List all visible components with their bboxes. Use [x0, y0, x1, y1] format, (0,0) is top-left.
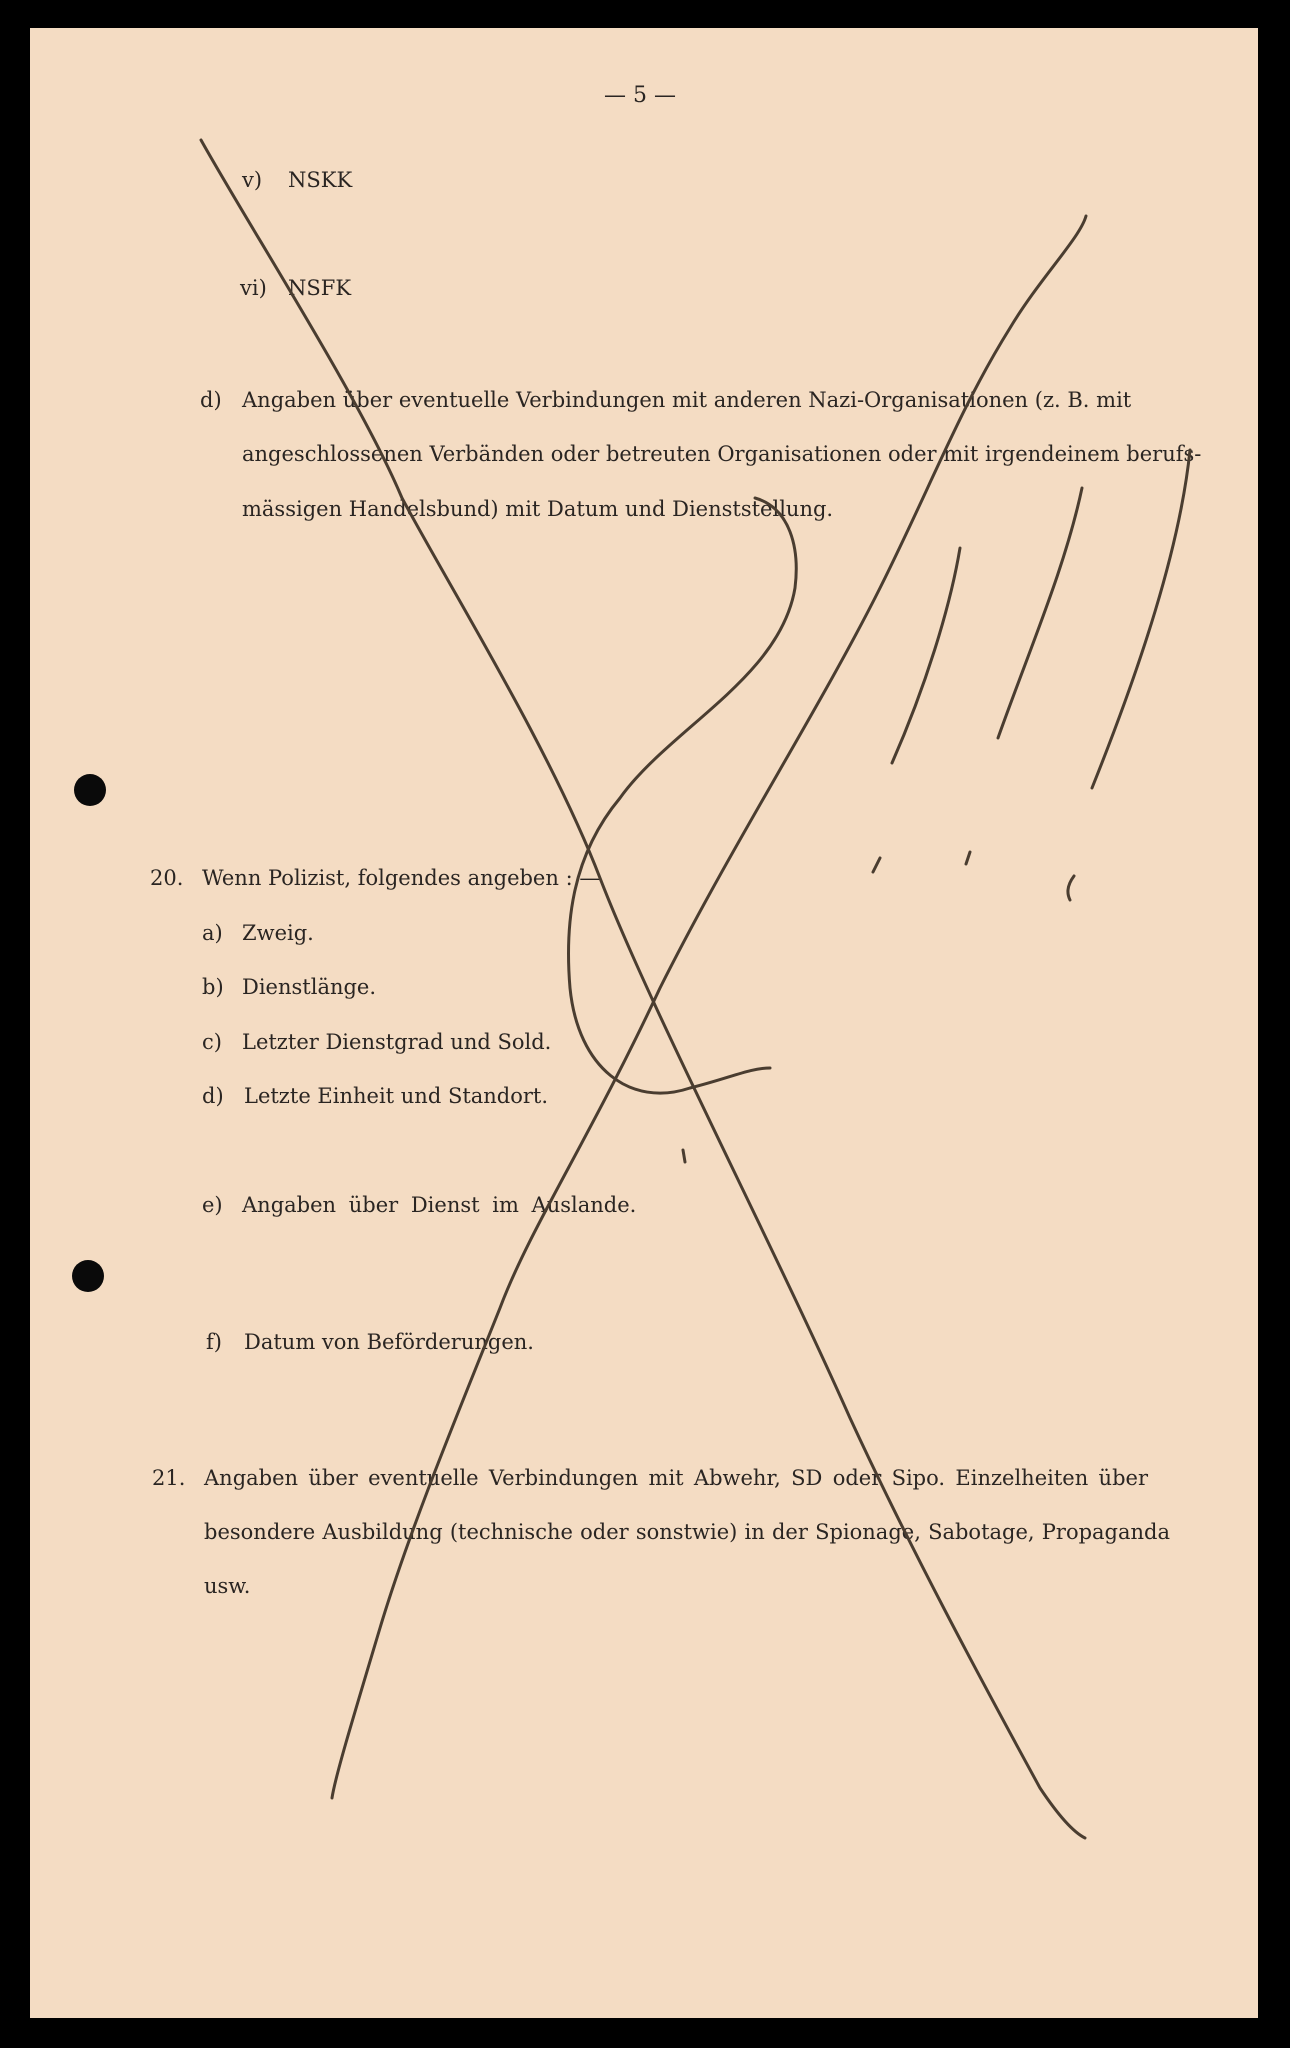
- item-20c-label: c): [202, 1030, 222, 1054]
- tally-stroke-1: [892, 548, 960, 763]
- item-19d-line-1: Angaben über eventuelle Verbindungen mit anderen Nazi-Organisationen (z. B. mit: [242, 388, 1132, 412]
- tally-stroke-3: [1092, 450, 1190, 788]
- item-20a-label: a): [202, 921, 223, 945]
- item-20d-text: Letzte Einheit und Standort.: [244, 1084, 549, 1108]
- item-v-label: v): [242, 168, 263, 192]
- item-20a-text: Zweig.: [242, 921, 314, 945]
- tally-stroke-2: [998, 488, 1082, 738]
- item-vi-text: NSFK: [288, 276, 352, 300]
- question-21-line-1: Angaben über eventuelle Verbindungen mit Abwehr, SD oder Sipo. Einzelheiten über: [204, 1466, 1148, 1490]
- loop-figure: [568, 498, 796, 1093]
- item-v-text: NSKK: [288, 168, 353, 192]
- item-20b-label: b): [202, 975, 224, 999]
- tick-2: [966, 852, 970, 864]
- item-20f-text: Datum von Beförderungen.: [244, 1330, 534, 1354]
- item-vi-label: vi): [240, 276, 267, 300]
- handwritten-marks: [30, 28, 1258, 2018]
- item-20d-label: d): [202, 1084, 224, 1108]
- question-20-number: 20.: [150, 866, 184, 890]
- item-20c-text: Letzter Dienstgrad und Sold.: [242, 1030, 552, 1054]
- question-20-text: Wenn Polizist, folgendes angeben : —: [202, 866, 601, 890]
- item-20b-text: Dienstlänge.: [242, 975, 377, 999]
- item-19d-line-3: mässigen Handelsbund) mit Datum und Dienststellung.: [242, 497, 834, 521]
- tick-3: [1068, 876, 1074, 900]
- page-number: — 5 —: [604, 83, 676, 108]
- question-21-line-3: usw.: [204, 1574, 251, 1598]
- item-20f-label: f): [206, 1330, 222, 1354]
- item-19d-label: d): [200, 388, 222, 412]
- tick-1: [873, 858, 880, 872]
- cross-out-stroke-1: [201, 140, 1085, 1838]
- question-21-number: 21.: [152, 1466, 186, 1490]
- item-20e-text: Angaben über Dienst im Auslande.: [242, 1193, 637, 1217]
- cross-out-stroke-2: [332, 216, 1086, 1798]
- document-page: [30, 28, 1258, 2018]
- question-21-line-2: besondere Ausbildung (technische oder sonstwie) in der Spionage, Sabotage, Propaganda: [204, 1520, 1170, 1544]
- tick-4: [683, 1150, 685, 1162]
- item-19d-line-2: angeschlossenen Verbänden oder betreuten Organisationen oder mit irgendeinem berufs-: [242, 442, 1202, 466]
- item-20e-label: e): [202, 1193, 223, 1217]
